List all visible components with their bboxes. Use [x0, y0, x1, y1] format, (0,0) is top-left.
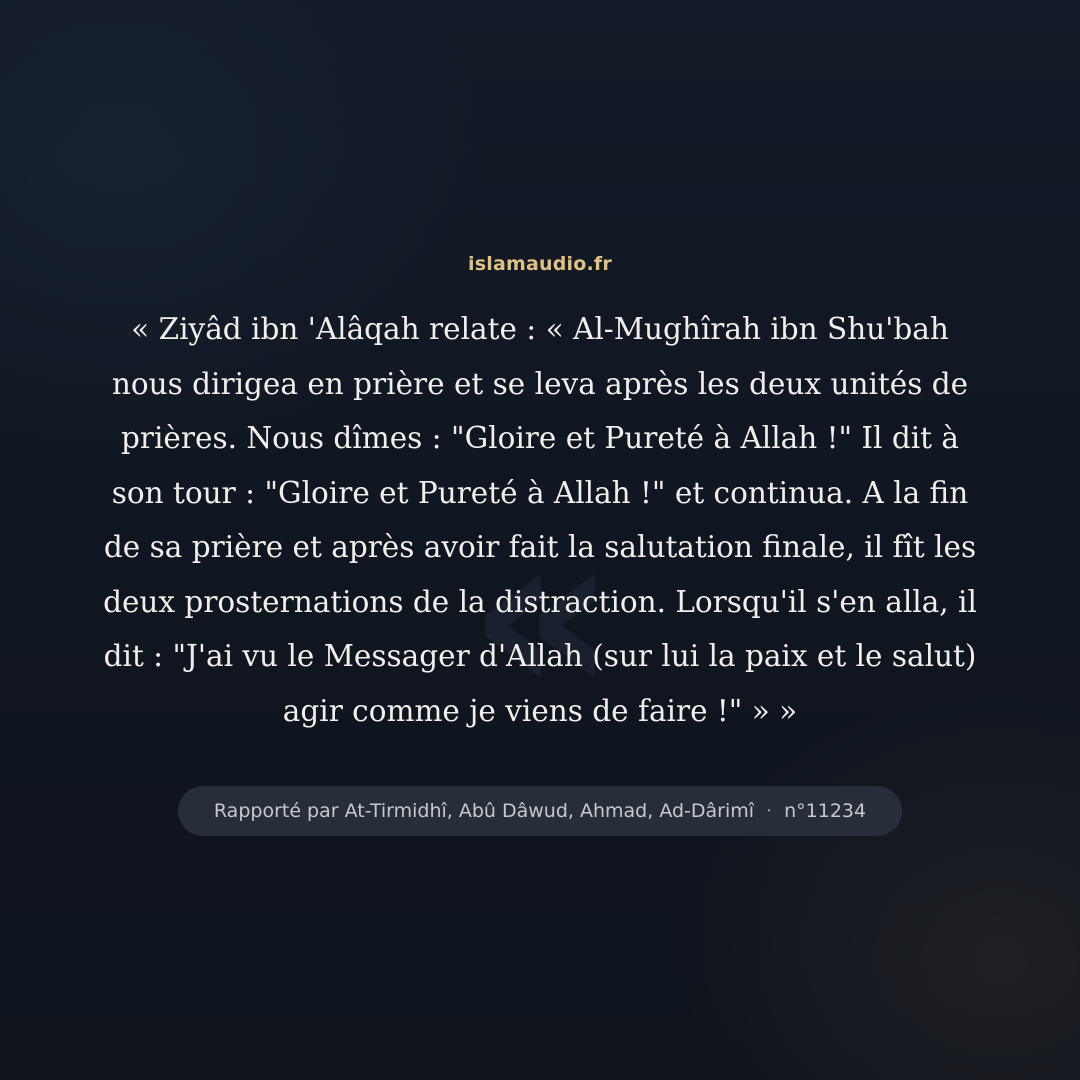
source-badge — [178, 786, 902, 836]
quote-mark-icon: « — [467, 481, 617, 748]
hadith-text: « Ziyâd ibn 'Alâqah relate : « Al-Mughîrah ibn Shu'bah nous dirigea en prière et se leva après les deux unités de prières. Nous dîmes : "Gloire et Pureté à Allah !" Il dit à son tour : "Gloire et Pureté à Allah !" et continua. A la fin de sa prière et après avoir fait la salutation finale, il fît les deux prosternations de la distraction. Lorsqu'il s'en alla, il dit : "J'ai vu le Messager d'Allah (sur lui la paix et le salut) agir comme je viens de faire !" » » — [103, 312, 977, 728]
hadith-number: n°11234 — [784, 800, 867, 822]
separator-dot: · — [766, 800, 773, 822]
source-text: Rapporté par At-Tirmidhî, Abû Dâwud, Ahmad, Ad-Dârimî — [213, 800, 755, 822]
site-name: islamaudio.fr — [468, 253, 612, 275]
